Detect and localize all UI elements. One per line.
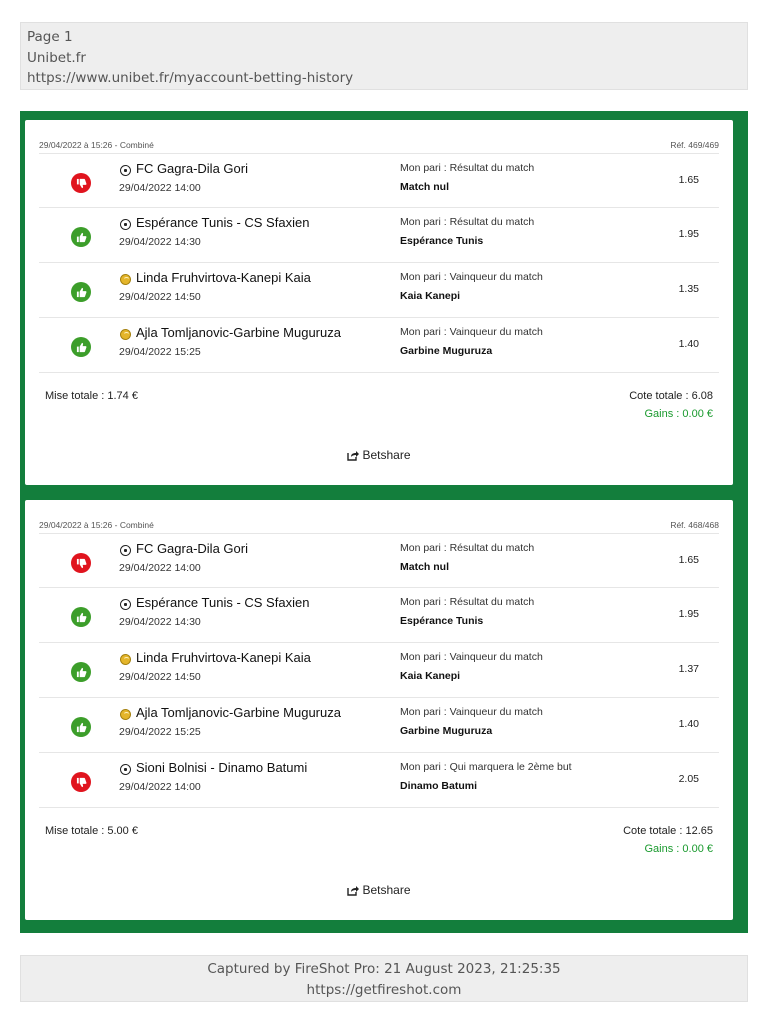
selection-row bbox=[39, 753, 719, 808]
capture-footer bbox=[20, 955, 748, 1002]
event-name: Espérance Tunis - CS Sfaxien bbox=[136, 595, 310, 610]
betshare-label: Betshare bbox=[362, 448, 411, 462]
tennis-ball-icon bbox=[120, 274, 131, 285]
bet-type: Mon pari : Vainqueur du match bbox=[400, 651, 543, 663]
thumbs-down-icon bbox=[71, 553, 91, 573]
thumbs-up-icon bbox=[71, 662, 91, 682]
event-name: Linda Fruhvirtova-Kanepi Kaia bbox=[136, 650, 311, 665]
bet-pick: Kaia Kanepi bbox=[400, 670, 461, 682]
selection-row bbox=[39, 318, 719, 373]
football-icon bbox=[120, 219, 131, 230]
selection-row bbox=[39, 153, 719, 208]
event-date: 29/04/2022 14:50 bbox=[119, 671, 201, 683]
total-stake: Mise totale : 5.00 € bbox=[45, 825, 138, 837]
share-icon bbox=[347, 885, 359, 896]
bet-type: Mon pari : Résultat du match bbox=[400, 596, 535, 608]
football-icon bbox=[120, 165, 131, 176]
thumbs-up-icon bbox=[71, 227, 91, 247]
bet-pick: Match nul bbox=[400, 181, 449, 193]
selection-list bbox=[39, 533, 719, 808]
page-url: https://www.unibet.fr/myaccount-betting-history bbox=[27, 70, 354, 86]
event-date: 29/04/2022 15:25 bbox=[119, 346, 201, 358]
football-icon bbox=[120, 764, 131, 775]
event-date: 29/04/2022 14:50 bbox=[119, 291, 201, 303]
selection-odd: 1.37 bbox=[678, 663, 699, 675]
selection-list bbox=[39, 153, 719, 373]
selection-odd: 1.95 bbox=[678, 228, 699, 240]
betting-history-panel bbox=[20, 111, 748, 933]
selection-odd: 2.05 bbox=[678, 773, 699, 785]
selection-odd: 1.65 bbox=[678, 174, 699, 186]
betshare-label: Betshare bbox=[362, 883, 411, 897]
site-name: Unibet.fr bbox=[27, 49, 86, 66]
selection-row bbox=[39, 533, 719, 588]
bet-date: 29/04/2022 à 15:26 - Combiné bbox=[39, 520, 154, 530]
thumbs-up-icon bbox=[71, 282, 91, 302]
total-odd: Cote totale : 12.65 bbox=[623, 825, 713, 837]
bet-type: Mon pari : Vainqueur du match bbox=[400, 326, 543, 338]
bet-type: Mon pari : Vainqueur du match bbox=[400, 271, 543, 283]
bet-pick: Espérance Tunis bbox=[400, 615, 484, 627]
tennis-ball-icon bbox=[120, 654, 131, 665]
capture-url: https://getfireshot.com bbox=[306, 981, 462, 998]
gains: Gains : 0.00 € bbox=[644, 843, 713, 855]
selection-odd: 1.40 bbox=[678, 338, 699, 350]
bet-pick: Match nul bbox=[400, 561, 449, 573]
bet-type: Mon pari : Résultat du match bbox=[400, 162, 535, 174]
capture-header bbox=[20, 22, 748, 90]
event-date: 29/04/2022 14:30 bbox=[119, 236, 201, 248]
bet-card-header bbox=[39, 140, 719, 154]
event-date: 29/04/2022 14:00 bbox=[119, 781, 201, 793]
thumbs-up-icon bbox=[71, 337, 91, 357]
tennis-ball-icon bbox=[120, 709, 131, 720]
event-name: Sioni Bolnisi - Dinamo Batumi bbox=[136, 760, 308, 775]
thumbs-down-icon bbox=[71, 173, 91, 193]
selection-row bbox=[39, 588, 719, 643]
football-icon bbox=[120, 599, 131, 610]
thumbs-down-icon bbox=[71, 772, 91, 792]
bet-pick: Garbine Muguruza bbox=[400, 725, 493, 737]
event-name: FC Gagra-Dila Gori bbox=[136, 541, 248, 556]
selection-row bbox=[39, 263, 719, 318]
share-icon bbox=[347, 450, 359, 461]
total-stake: Mise totale : 1.74 € bbox=[45, 390, 138, 402]
total-odd: Cote totale : 6.08 bbox=[629, 390, 713, 402]
bet-pick: Garbine Muguruza bbox=[400, 345, 493, 357]
bet-ref: Réf. 469/469 bbox=[670, 140, 719, 150]
bet-date: 29/04/2022 à 15:26 - Combiné bbox=[39, 140, 154, 150]
selection-odd: 1.65 bbox=[678, 554, 699, 566]
bet-card-header bbox=[39, 520, 719, 534]
event-date: 29/04/2022 15:25 bbox=[119, 726, 201, 738]
bet-type: Mon pari : Résultat du match bbox=[400, 216, 535, 228]
capture-info: Captured by FireShot Pro: 21 August 2023, 21:25:35 bbox=[207, 961, 561, 977]
event-name: Ajla Tomljanovic-Garbine Muguruza bbox=[136, 325, 341, 340]
selection-row bbox=[39, 643, 719, 698]
bet-pick: Kaia Kanepi bbox=[400, 290, 461, 302]
bet-type: Mon pari : Qui marquera le 2ème but bbox=[400, 761, 572, 773]
football-icon bbox=[120, 545, 131, 556]
selection-odd: 1.40 bbox=[678, 718, 699, 730]
page-number: Page 1 bbox=[27, 29, 73, 45]
selection-odd: 1.35 bbox=[678, 283, 699, 295]
event-date: 29/04/2022 14:00 bbox=[119, 182, 201, 194]
bet-pick: Dinamo Batumi bbox=[400, 780, 478, 792]
bet-card bbox=[25, 500, 733, 920]
bet-pick: Espérance Tunis bbox=[400, 235, 484, 247]
event-name: Espérance Tunis - CS Sfaxien bbox=[136, 215, 310, 230]
bet-type: Mon pari : Vainqueur du match bbox=[400, 706, 543, 718]
event-name: Linda Fruhvirtova-Kanepi Kaia bbox=[136, 270, 311, 285]
betshare-button[interactable] bbox=[25, 448, 733, 462]
selection-row bbox=[39, 698, 719, 753]
gains: Gains : 0.00 € bbox=[644, 408, 713, 420]
betshare-button[interactable] bbox=[25, 883, 733, 897]
thumbs-up-icon bbox=[71, 717, 91, 737]
bet-ref: Réf. 468/468 bbox=[670, 520, 719, 530]
thumbs-up-icon bbox=[71, 607, 91, 627]
event-date: 29/04/2022 14:30 bbox=[119, 616, 201, 628]
bet-type: Mon pari : Résultat du match bbox=[400, 542, 535, 554]
event-name: Ajla Tomljanovic-Garbine Muguruza bbox=[136, 705, 341, 720]
selection-row bbox=[39, 208, 719, 263]
tennis-ball-icon bbox=[120, 329, 131, 340]
event-name: FC Gagra-Dila Gori bbox=[136, 161, 248, 176]
selection-odd: 1.95 bbox=[678, 608, 699, 620]
event-date: 29/04/2022 14:00 bbox=[119, 562, 201, 574]
bet-card bbox=[25, 120, 733, 485]
